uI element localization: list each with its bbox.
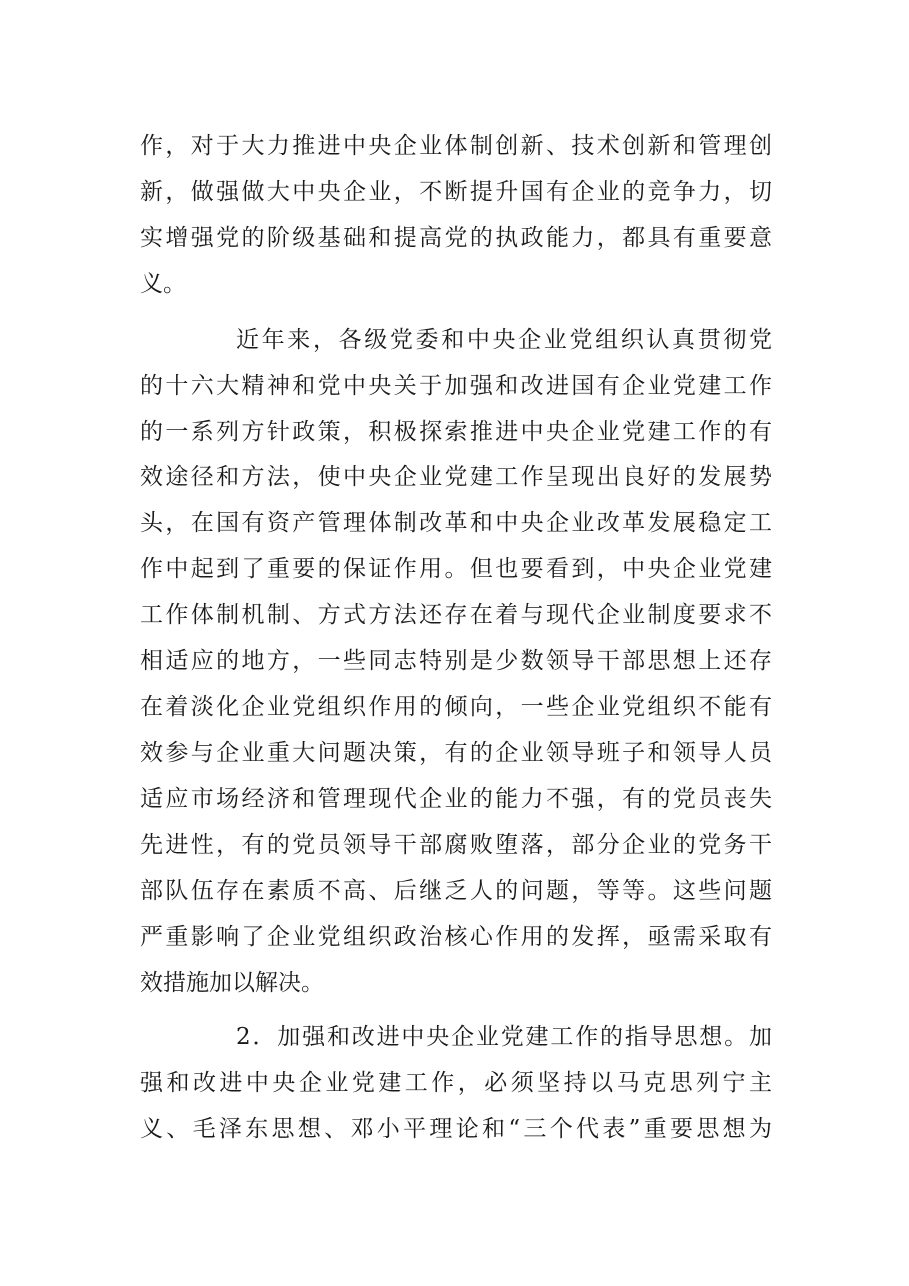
text-line: 先进性，有的党员领导干部腐败堕落，部分企业的党务干 [140,832,772,858]
text-line: 义、毛泽东思想、邓小平理论和“三个代表”重要思想为 [140,1116,772,1142]
text-line: 效途径和方法，使中央企业党建工作呈现出良好的发展势 [140,464,772,490]
text-line: 适应市场经济和管理现代企业的能力不强，有的党员丧失 [140,786,772,812]
text-line: 新，做强做大中央企业，不断提升国有企业的竞争力，切 [140,179,772,205]
text-line: 的一系列方针政策，积极探索推进中央企业党建工作的有 [140,419,772,445]
text-line: 部队伍存在素质不高、后继乏人的问题，等等。这些问题 [140,878,772,904]
text-line: 作，对于大力推进中央企业体制创新、技术创新和管理创 [140,133,772,159]
text-line: 相适应的地方，一些同志特别是少数领导干部思想上还存 [140,648,772,674]
text-line: 2．加强和改进中央企业党建工作的指导思想。加 [236,1024,772,1050]
text-line: 效参与企业重大问题决策，有的企业领导班子和领导人员 [140,740,772,766]
text-line: 严重影响了企业党组织政治核心作用的发挥，亟需采取有 [140,924,772,950]
text-line: 的十六大精神和党中央关于加强和改进国有企业党建工作 [140,373,772,399]
text-line: 义。 [140,271,186,297]
text-line: 工作体制机制、方式方法还存在着与现代企业制度要求不 [140,602,772,628]
text-line: 在着淡化企业党组织作用的倾向，一些企业党组织不能有 [140,694,772,720]
text-line: 头，在国有资产管理体制改革和中央企业改革发展稳定工 [140,510,772,536]
text-line: 作中起到了重要的保证作用。但也要看到，中央企业党建 [140,556,772,582]
text-line: 效措施加以解决。 [140,970,324,996]
text-line: 强和改进中央企业党建工作，必须坚持以马克思列宁主 [140,1070,772,1096]
text-line: 实增强党的阶级基础和提高党的执政能力，都具有重要意 [140,225,772,251]
text-line: 近年来，各级党委和中央企业党组织认真贯彻党 [236,327,772,353]
